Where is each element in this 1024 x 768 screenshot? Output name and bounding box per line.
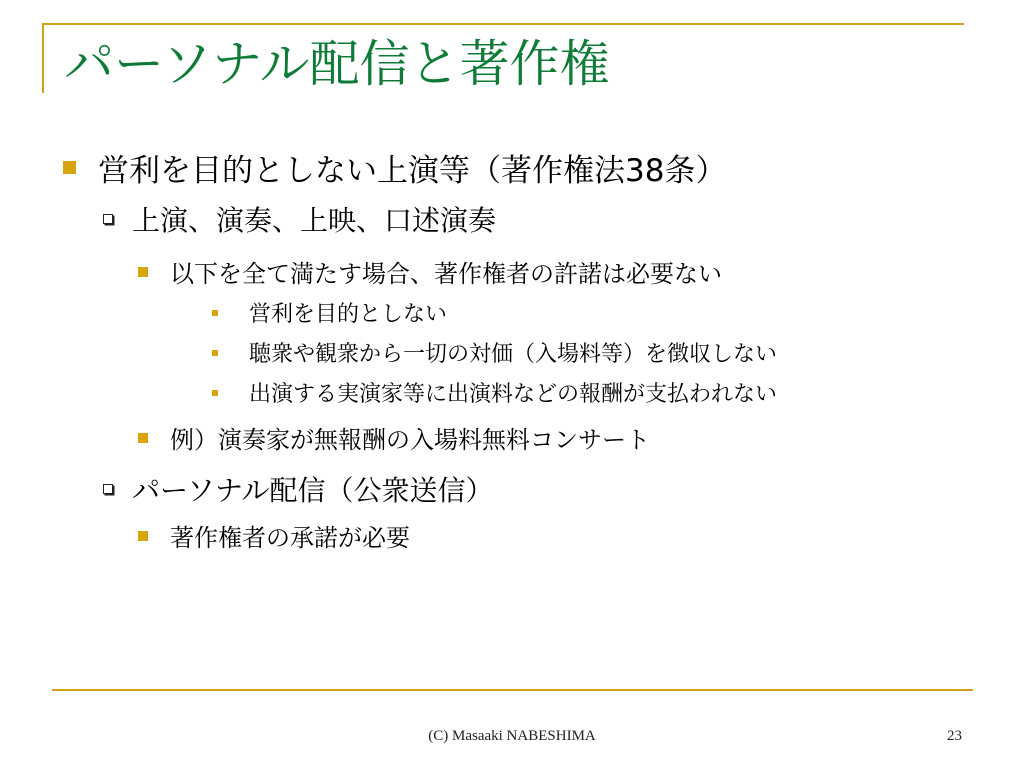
- hollow-square-bullet-icon: [103, 214, 113, 224]
- square-bullet-icon: [138, 531, 148, 541]
- bullet-item-level4: [212, 337, 777, 368]
- bullet-item-level4: [212, 297, 447, 328]
- bullet-text: 著作権者の承諾が必要: [170, 524, 410, 552]
- bullet-text: 営利を目的としない上演等（著作権法38条）: [98, 153, 727, 189]
- bullet-text: パーソナル配信（公衆送信）: [132, 474, 494, 507]
- footer-divider: [52, 689, 973, 691]
- small-square-bullet-icon: [212, 350, 218, 356]
- bullet-item-level3: [138, 420, 650, 455]
- slide-title: パーソナル配信と著作権: [64, 35, 610, 93]
- bullet-text: 例）演奏家が無報酬の入場料無料コンサート: [170, 426, 650, 454]
- bullet-text: 以下を全て満たす場合、著作権者の許諾は必要ない: [170, 260, 722, 288]
- bullet-item-level2: [103, 199, 496, 239]
- bullet-item-level4: [212, 377, 777, 408]
- small-square-bullet-icon: [212, 390, 218, 396]
- square-bullet-icon: [138, 267, 148, 277]
- bullet-text: 聴衆や観衆から一切の対価（入場料等）を徴収しない: [249, 342, 778, 367]
- footer-copyright: (C) Masaaki NABESHIMA: [428, 728, 596, 744]
- bullet-text: 上演、演奏、上映、口述演奏: [132, 204, 497, 237]
- hollow-square-bullet-icon: [103, 484, 113, 494]
- bullet-text: 出演する実演家等に出演料などの報酬が支払われない: [249, 382, 778, 407]
- bullet-item-level1: [63, 145, 726, 190]
- title-frame-left-line: [42, 23, 44, 93]
- title-frame-top-line: [42, 23, 964, 25]
- bullet-item-level3: [138, 254, 722, 289]
- bullet-item-level3: [138, 518, 410, 553]
- bullet-item-level2: [103, 469, 493, 509]
- square-bullet-icon: [63, 161, 76, 174]
- page-number: 23: [947, 728, 962, 744]
- square-bullet-icon: [138, 433, 148, 443]
- small-square-bullet-icon: [212, 310, 218, 316]
- bullet-text: 営利を目的としない: [249, 302, 448, 327]
